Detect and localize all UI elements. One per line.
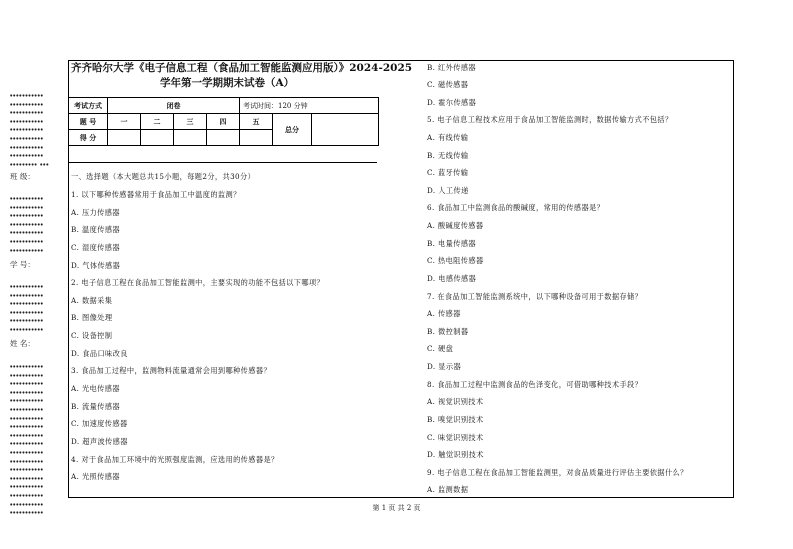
total-label: 总分 [273, 114, 312, 146]
student-id-label: 学 号： [10, 260, 35, 269]
option-line: B. 流量传感器 [71, 402, 120, 411]
option-line: D. 人工传递 [427, 186, 469, 195]
dot-rows-top: ••••••••••• ••••••••••• ••••••••••• ••••••••••• ••••••••••• ••••••••••• ••••••••••• ••••••••••• ••••••••• ••• [10, 93, 50, 169]
question-no-label: 题 号 [69, 114, 108, 130]
option-line: D. 触觉识别技术 [427, 450, 484, 459]
exam-mode-row [69, 98, 379, 114]
option-line: B. 电量传感器 [427, 239, 476, 248]
option-line: C. 热电阻传感器 [427, 256, 484, 265]
option-line: C. 硬盘 [427, 344, 454, 353]
option-line: D. 气体传感器 [71, 261, 121, 270]
option-line: A. 酸碱度传感器 [427, 221, 484, 230]
score-label: 得 分 [69, 130, 108, 146]
col-5: 五 [240, 114, 273, 130]
score-cell-3 [174, 130, 207, 146]
class-label: 班 级： [10, 172, 35, 181]
option-line: A. 视觉识别技术 [427, 397, 484, 406]
option-line: B. 嗅觉识别技术 [427, 415, 484, 424]
option-line: B. 无线传输 [427, 151, 469, 160]
exam-mode-value: 闭卷 [108, 98, 240, 114]
score-cell-5 [240, 130, 273, 146]
question-line: 5. 电子信息工程技术应用于食品加工智能监测时，数据传输方式不包括？ [427, 115, 673, 124]
option-line: B. 微控制器 [427, 327, 469, 336]
option-line: C. 蓝牙传输 [427, 168, 469, 177]
option-line: B. 红外传感器 [427, 63, 476, 72]
option-line: B. 图像处理 [71, 313, 113, 322]
option-line: D. 食品口味改良 [71, 349, 128, 358]
col-3: 三 [174, 114, 207, 130]
col-2: 二 [141, 114, 174, 130]
dot-rows-mid1: ••••••••••• ••••••••••• ••••••••••• ••••••••••• ••••••••••• ••••••••••• ••••••••••• [10, 196, 44, 255]
option-line: D. 电感传感器 [427, 274, 477, 283]
question-line: 2. 电子信息工程在食品加工智能监测中，主要实现的功能不包括以下哪项？ [71, 278, 325, 287]
dot-rows-mid2: ••••••••••• ••••••••••• ••••••••••• ••••••••••• ••••••••••• ••••••••••• [10, 284, 44, 334]
question-no-row [69, 114, 379, 130]
score-cell-2 [141, 130, 174, 146]
col-1: 一 [108, 114, 141, 130]
question-line: 8. 食品加工过程中监测食品的色泽变化，可借助哪种技术手段？ [427, 380, 643, 389]
score-cell-1 [108, 130, 141, 146]
option-line: C. 加速度传感器 [71, 419, 128, 428]
question-line: 1. 以下哪种传感器常用于食品加工中温度的监测？ [71, 190, 241, 199]
question-line: 3. 食品加工过程中，监测物料流量通常会用到哪种传感器？ [71, 366, 272, 375]
option-line: D. 超声波传感器 [71, 437, 128, 446]
option-line: A. 监测数据 [427, 485, 469, 494]
exam-subtitle: 学年第一学期期末试卷（A） [160, 77, 295, 89]
score-cell-4 [207, 130, 240, 146]
total-score-cell [312, 114, 379, 146]
exam-title: 齐齐哈尔大学《电子信息工程（食品加工智能监测应用版）》2024-2025 [71, 62, 413, 74]
option-line: D. 显示器 [427, 362, 462, 371]
page-number: 第 1 页 共 2 页 [372, 504, 421, 512]
section-heading: 一、选择题（本大题总共15小题，每题2分，共30分） [71, 172, 256, 181]
col-4: 四 [207, 114, 240, 130]
question-line: 9. 电子信息工程在食品加工智能监测里，对食品质量进行评估主要依据什么？ [427, 468, 688, 477]
option-line: A. 压力传感器 [71, 208, 120, 217]
option-line: C. 设备控制 [71, 331, 113, 340]
option-line: A. 光照传感器 [71, 472, 120, 481]
option-line: A. 有线传输 [427, 133, 469, 142]
question-line: 6. 食品加工中监测食品的酸碱度，常用的传感器是？ [427, 203, 605, 212]
option-line: A. 数据采集 [71, 296, 113, 305]
option-line: D. 霍尔传感器 [427, 98, 477, 107]
exam-info-table [68, 97, 379, 146]
option-line: C. 味觉识别技术 [427, 433, 484, 442]
option-line: B. 温度传感器 [71, 225, 120, 234]
separator-line [68, 162, 377, 163]
option-line: A. 光电传感器 [71, 384, 120, 393]
binding-margin [10, 93, 58, 170]
dot-rows-bottom: ••••••••••• ••••••••••• ••••••••••• ••••••••••• ••••••••••• ••••••••••• ••••••••••• ••••••••••• ••••••••••• ••••••••••• ••••••••••• ••••••••••• ••••••••••• ••••••••••• ••••••••••• ••••••••••• ••••••••••• ••••••••••• [10, 364, 44, 518]
option-line: C. 磁传感器 [427, 80, 469, 89]
exam-time: 考试时间：120 分钟 [240, 98, 379, 114]
option-line: A. 传感器 [427, 309, 461, 318]
question-line: 7. 在食品加工智能监测系统中，以下哪种设备可用于数据存储？ [427, 292, 643, 301]
question-line: 4. 对于食品加工环境中的光照强度监测，应选用的传感器是？ [71, 455, 279, 464]
option-line: C. 湿度传感器 [71, 243, 120, 252]
name-label: 姓 名： [10, 339, 35, 348]
exam-mode-label: 考试方式 [69, 98, 108, 114]
